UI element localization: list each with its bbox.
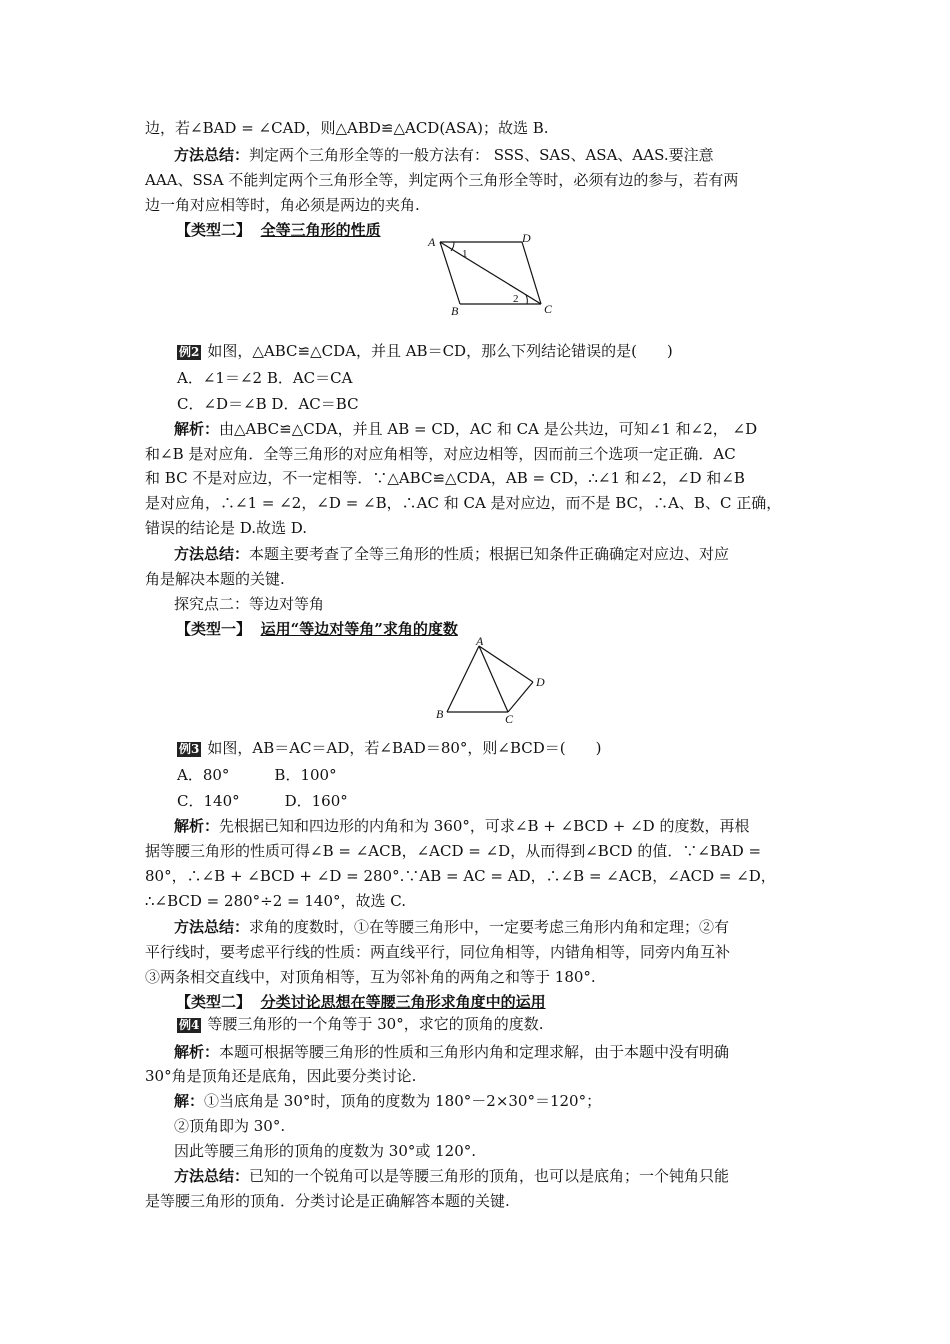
label-angle-1: 1	[462, 248, 468, 260]
type-title: 运用“等边对等角”求角的度数	[260, 620, 458, 638]
text-line: 边一角对应相等时，角必须是两边的夹角.	[145, 196, 420, 214]
text: 已知的一个锐角可以是等腰三角形的顶角，也可以是底角；一个钝角只能	[249, 1167, 730, 1185]
label-D: D	[522, 233, 531, 245]
label-A: A	[476, 634, 484, 648]
option-row: C．∠D＝∠B D．AC＝BC	[177, 395, 359, 413]
analysis-4	[174, 1042, 729, 1062]
example-badge: 例4	[179, 1018, 200, 1032]
edge-AB	[447, 646, 479, 712]
option-row: A．80° B．100°	[177, 766, 337, 784]
text-line: 据等腰三角形的性质可得∠B = ∠ACB，∠ACD = ∠D，从而得到∠BCD 的值．∵∠BAD =	[145, 842, 762, 860]
text: 等腰三角形的一个角等于 30°，求它的顶角的度数.	[207, 1015, 544, 1033]
text-line-1: 边，若∠BAD = ∠CAD，则△ABD≌△ACD(ASA)；故选 B.	[145, 119, 549, 137]
figure-isosceles	[432, 634, 552, 726]
type-tag: 【类型二】	[176, 993, 252, 1011]
type1-heading	[176, 619, 458, 639]
edge-CD	[508, 682, 533, 712]
figure-parallelogram	[420, 233, 560, 318]
text-line: 错误的结论是 D.故选 D.	[145, 519, 308, 537]
method-label: 方法总结：	[174, 146, 250, 164]
text-line: ②顶角即为 30°.	[174, 1117, 286, 1135]
text: 如图，AB＝AC＝AD，若∠BAD＝80°，则∠BCD＝( )	[207, 739, 602, 757]
analysis-label: 解析：	[174, 420, 220, 438]
text-line: ③两条相交直线中，对顶角相等，互为邻补角的两角之和等于 180°.	[145, 968, 596, 986]
solution	[174, 1091, 601, 1111]
text-line: 因此等腰三角形的顶角的度数为 30°或 120°.	[174, 1142, 477, 1160]
label-B: B	[436, 707, 444, 721]
option-row: A．∠1＝∠2 B．AC＝CA	[177, 369, 353, 387]
method-label: 方法总结：	[174, 1167, 250, 1185]
text-line: 30°角是顶角还是底角，因此要分类讨论.	[145, 1067, 417, 1085]
text: 本题主要考查了全等三角形的性质；根据已知条件正确确定对应边、对应	[249, 545, 730, 563]
text-line: ∴∠BCD = 280°÷2 = 140°，故选 C.	[145, 892, 406, 910]
example-2	[177, 341, 673, 361]
method-label: 方法总结：	[174, 545, 250, 563]
type-tag: 【类型二】	[176, 221, 252, 239]
method-summary-3	[174, 917, 729, 937]
label-C: C	[544, 302, 553, 316]
solution-label: 解：	[174, 1092, 205, 1110]
text: 本题可根据等腰三角形的性质和三角形内角和定理求解，由于本题中没有明确	[219, 1043, 730, 1061]
analysis-label: 解析：	[174, 1043, 220, 1061]
text: ①当底角是 30°时，顶角的度数为 180°－2×30°＝120°；	[204, 1092, 602, 1110]
text-line: AAA、SSA 不能判定两个三角形全等，判定两个三角形全等时，必须有边的参与，若有两	[145, 171, 739, 189]
text-line: 平行线时，要考虑平行线的性质：两直线平行，同位角相等，内错角相等，同旁内角互补	[145, 943, 731, 961]
type-tag: 【类型一】	[176, 620, 252, 638]
method-summary-2	[174, 544, 729, 564]
analysis-3	[174, 816, 749, 836]
option-row: C．140° D．160°	[177, 792, 348, 810]
label-D: D	[536, 675, 545, 689]
method-summary-1	[174, 145, 714, 165]
type2-heading	[176, 220, 381, 240]
text-line: 80°，∴∠B + ∠BCD + ∠D = 280°.∵AB = AC = AD，∴∠B = ∠ACB，∠ACD = ∠D，	[145, 867, 776, 885]
type-title: 分类讨论思想在等腰三角形求角度中的运用	[260, 993, 546, 1011]
label-C: C	[505, 712, 514, 726]
analysis-2	[174, 419, 757, 439]
analysis-label: 解析：	[174, 817, 220, 835]
text-line: 是等腰三角形的顶角．分类讨论是正确解答本题的关键.	[145, 1192, 510, 1210]
method-label: 方法总结：	[174, 918, 250, 936]
type2b-heading	[176, 992, 546, 1012]
label-A: A	[428, 235, 436, 249]
method-summary-4	[174, 1166, 729, 1186]
text: 判定两个三角形全等的一般方法有： SSS、SAS、ASA、AAS.要注意	[249, 146, 714, 164]
text: 由△ABC≌△CDA，并且 AB = CD，AC 和 CA 是公共边，可知∠1 和∠2， ∠D	[219, 420, 758, 438]
edge-AB	[440, 242, 460, 304]
example-badge: 例2	[179, 345, 200, 359]
text-line: 角是解决本题的关键.	[145, 570, 285, 588]
label-B: B	[451, 304, 459, 318]
text: 先根据已知和四边形的内角和为 360°，可求∠B + ∠BCD + ∠D 的度数，再根	[219, 817, 750, 835]
text-line: 是对应角，∴∠1 = ∠2，∠D = ∠B，∴AC 和 CA 是对应边，而不是 BC，∴A、B、C 正确，	[145, 494, 782, 512]
label-angle-2: 2	[513, 293, 519, 305]
type-title: 全等三角形的性质	[260, 221, 381, 239]
diagonal-AC	[440, 242, 541, 304]
text: 如图，△ABC≌△CDA，并且 AB＝CD，那么下列结论错误的是( )	[207, 342, 673, 360]
example-3	[177, 738, 602, 758]
example-4	[177, 1014, 544, 1034]
example-badge: 例3	[179, 742, 200, 756]
angle-arc-2	[526, 295, 527, 304]
text-line: 和 BC 不是对应边，不一定相等．∵△ABC≌△CDA，AB = CD，∴∠1 和∠2，∠D 和∠B	[145, 469, 745, 487]
text-line: 和∠B 是对应角．全等三角形的对应角相等，对应边相等，因而前三个选项一定正确．AC	[145, 445, 736, 463]
section-heading: 探究点二：等边对等角	[174, 595, 325, 613]
text: 求角的度数时，①在等腰三角形中，一定要考虑三角形内角和定理；②有	[249, 918, 730, 936]
